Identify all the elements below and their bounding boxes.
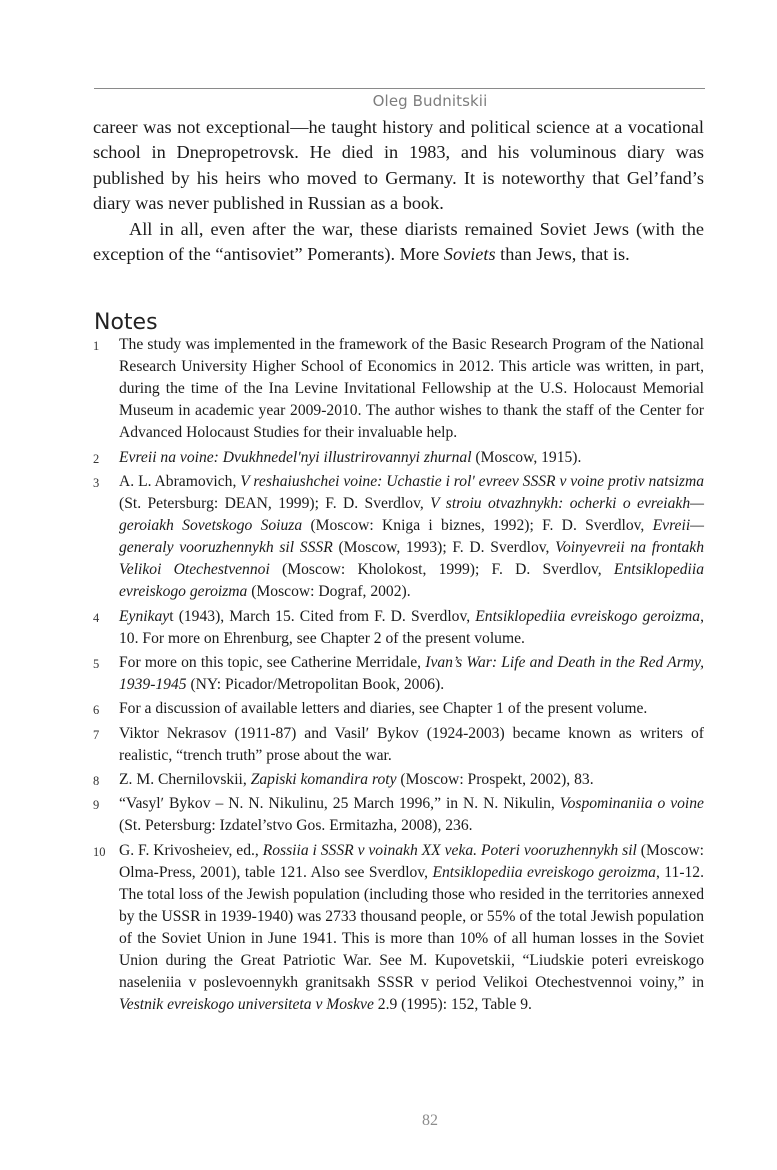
text-segment: t (1943), March 15. Cited from F. D. Sverdlov, <box>169 607 476 625</box>
footnote-text <box>119 700 647 717</box>
footnote-text <box>119 842 704 1014</box>
body-paragraph <box>93 115 704 217</box>
notes-heading: Notes <box>94 310 158 336</box>
italic-title: Entsiklopediia evreiskogo geroizma <box>119 561 705 601</box>
header-rule <box>94 88 705 89</box>
footnote <box>93 606 704 650</box>
page-number: 82 <box>422 1112 438 1129</box>
body-text <box>93 115 704 267</box>
text-segment: Viktor Nekrasov (1911-87) and Vasilʹ Bykov (1924-2003) became known as writers of realistic, “trench truth” prose about the war. <box>119 724 704 764</box>
footnote-number: 10 <box>93 844 106 859</box>
text-segment: (Moscow: Kholokost, 1999); F. D. Sverdlov, <box>269 561 614 579</box>
italic-title: Vestnik evreiskogo universiteta v Moskve <box>119 996 374 1014</box>
italic-title: Evreii—generaly vooruzhennykh sil SSSR <box>119 517 705 557</box>
footnote <box>93 334 704 444</box>
text-segment: G. F. Krivosheiev, ed., <box>119 841 263 859</box>
footnote-number: 3 <box>93 475 100 490</box>
footnote-text <box>119 608 704 647</box>
notes-list <box>93 334 704 1019</box>
footnote <box>93 723 704 767</box>
footnote-number: 9 <box>93 798 100 813</box>
text-segment: (Moscow, 1993); F. D. Sverdlov, <box>332 539 556 557</box>
footnote <box>93 652 704 696</box>
text-segment: (Moscow: Prospekt, 2002), 83. <box>396 771 594 789</box>
italic-title: V stroiu otvazhnykh: ocherki o evreiakh—geroiakh Sovetskogo Soiuza <box>119 495 704 535</box>
footnote <box>93 840 704 1017</box>
text-segment: , 10. For more on Ehrenburg, see Chapter 2 of the present volume. <box>119 607 704 647</box>
italic-title: Entsiklopediia evreiskogo geroizma <box>432 863 656 881</box>
footnote <box>93 793 704 837</box>
italic-title: V reshaiushchei voine: Uchastie i rolʹ evreev SSSR v voine protiv natsizma <box>240 472 704 490</box>
italic-title: Voinyevreii na frontakh Velikoi Otechestvennoi <box>119 539 704 579</box>
text-segment: , 11-12. The total loss of the Jewish population (including those who resided in the territories annexed by the USSR in 1939-1940) was 2733 thousand people, or 55% of the total Jewish population of the Soviet Union in June 1941. This is more than 10% of all human losses in the Soviet Union during the Great Patriotic War. See M. Kupovetskii, “Liudskie poteri evreiskogo naseleniia v poslevoennykh granitsakh SSSR v period Velikoi Otechestvennoi voiny,” in <box>119 863 704 992</box>
running-head: Oleg Budnitskii <box>372 92 488 110</box>
footnote-text <box>119 725 704 764</box>
italic-title: Eynikay <box>119 607 170 625</box>
text-segment: “Vasylʹ Bykov – N. N. Nikulinu, 25 March 1996,” in N. N. Nikulin, <box>119 795 560 813</box>
footnote <box>93 769 704 791</box>
body-paragraph <box>93 217 704 268</box>
text-segment: (Moscow: Dograf, 2002). <box>247 583 411 601</box>
footnote-text <box>119 654 704 693</box>
text-segment: (Moscow, 1915). <box>471 448 582 466</box>
text-segment: (NY: Picador/Metropolitan Book, 2006). <box>186 676 445 694</box>
footnote-number: 4 <box>93 610 100 625</box>
footnote-text <box>119 449 581 466</box>
italic-title: Rossiia i SSSR v voinakh XX veka. Poteri vooruzhennykh sil <box>262 841 637 859</box>
footnote-number: 1 <box>93 339 100 353</box>
footnote-text <box>119 336 704 441</box>
footnote <box>93 698 704 720</box>
text-segment: (St. Petersburg: DEAN, 1999); F. D. Sverdlov, <box>119 495 431 513</box>
footnote <box>93 471 704 604</box>
italic-title: Ivan’s War: Life and Death in the Red Army, 1939-1945 <box>119 654 704 694</box>
italic-title: Soviets <box>443 244 496 265</box>
italic-title: Zapiski komandira roty <box>250 771 397 789</box>
text-segment: (Moscow: Kniga i biznes, 1992); F. D. Sverdlov, <box>302 517 653 535</box>
text-segment: career was not exceptional—he taught history and political science at a vocational school in Dnepropetrovsk. He died in 1983, and his voluminous diary was published by his heirs who moved to Germany. It is noteworthy that Gel’fand’s diary was never published in Russian as a book. <box>93 117 704 214</box>
text-segment: (Moscow: Olma-Press, 2001), table 121. Also see Sverdlov, <box>119 841 705 881</box>
text-segment: The study was implemented in the framework of the Basic Research Program of the National Research University Higher School of Economics in 2012. This article was written, in part, during the time of the Ina Levine Invitational Fellowship at the U.S. Holocaust Memorial Museum in academic year 2009-2010. The author wishes to thank the staff of the Center for Advanced Holocaust Studies for their invaluable help. <box>119 336 704 442</box>
text-segment: (St. Petersburg: Izdatel’stvo Gos. Ermitazha, 2008), 236. <box>119 817 473 835</box>
text-segment: For more on this topic, see Catherine Merridale, <box>119 654 426 672</box>
text-segment: than Jews, that is. <box>495 244 630 265</box>
italic-title: Evreii na voine: Dvukhnedelʹnyi illustrirovannyi zhurnal <box>119 448 472 466</box>
footnote-number: 7 <box>93 727 100 742</box>
italic-title: Vospominaniia o voine <box>559 795 704 813</box>
footnote-text <box>119 795 704 834</box>
footnote-number: 6 <box>93 703 100 718</box>
footnote-text <box>119 771 594 788</box>
text-segment: For a discussion of available letters and diaries, see Chapter 1 of the present volume. <box>119 700 648 718</box>
footnote-number: 8 <box>93 774 100 789</box>
footnote-number: 2 <box>93 451 100 466</box>
text-segment: All in all, even after the war, these diarists remained Soviet Jews (with the exception of the “antisoviet” Pomerants). More <box>93 218 704 265</box>
text-segment: Z. M. Chernilovskii, <box>119 771 251 789</box>
footnote-number: 5 <box>93 657 100 672</box>
footnote-text <box>119 473 704 600</box>
footnote <box>93 447 704 469</box>
italic-title: Entsiklopediia evreiskogo geroizma <box>475 607 701 625</box>
text-segment: 2.9 (1995): 152, Table 9. <box>373 996 532 1014</box>
text-segment: A. L. Abramovich, <box>119 472 241 490</box>
